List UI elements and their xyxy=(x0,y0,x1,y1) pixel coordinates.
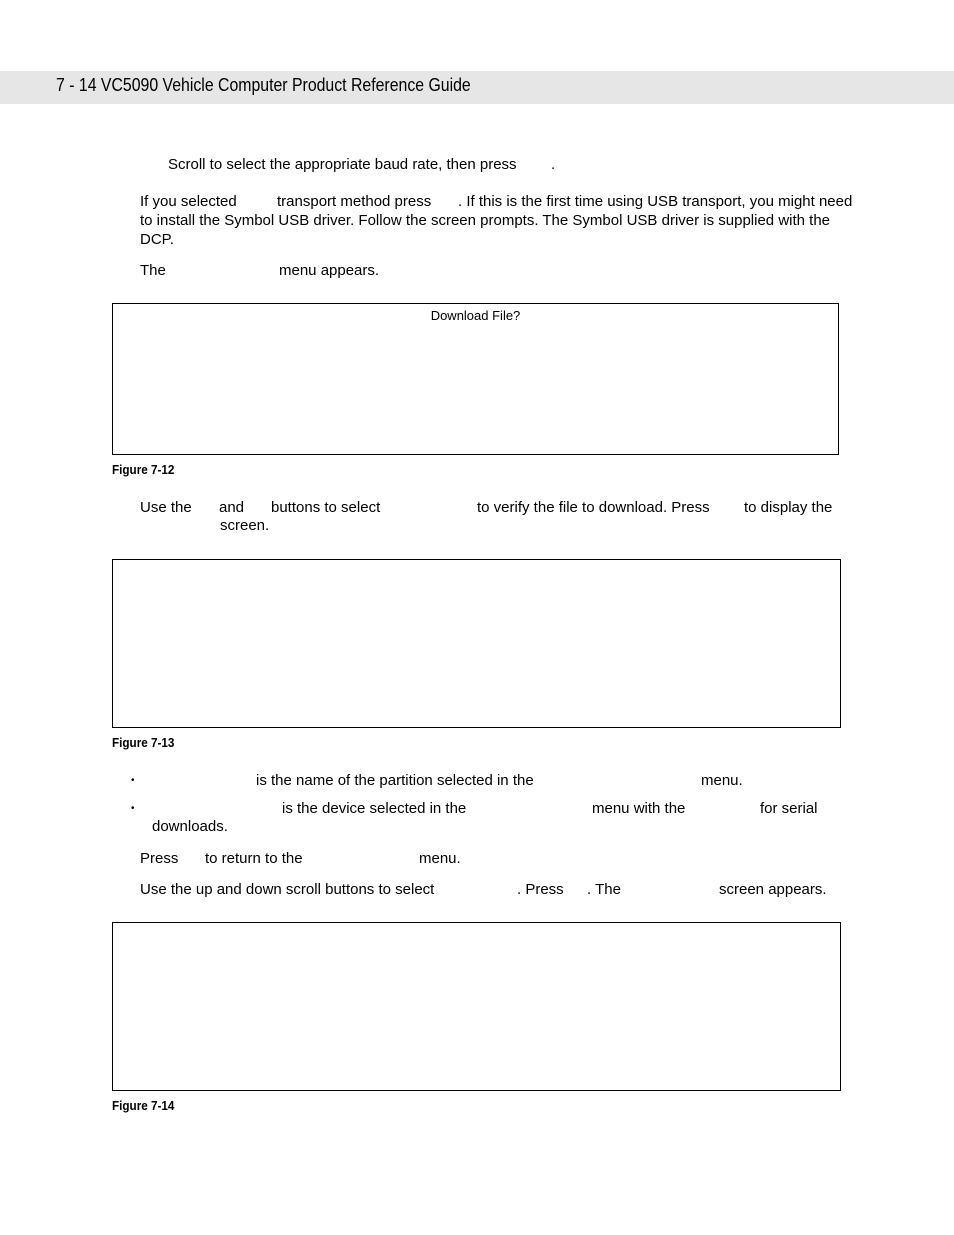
bullet1-part2: menu. xyxy=(701,772,743,789)
step-usb-part1: If you selected xyxy=(140,193,237,210)
step-return-part1: Press xyxy=(140,850,179,867)
figure-7-13-label: Figure 7-13 xyxy=(112,735,175,750)
download-file-prompt: Download File? xyxy=(430,308,521,323)
step-select-line2: screen. xyxy=(220,517,270,534)
step-usb-line2: to install the Symbol USB driver. Follow the screen prompts. The Symbol USB driver is supplied with the xyxy=(140,212,831,229)
bullet-marker-1: • xyxy=(131,775,135,786)
step-scroll-part1: Use the up and down scroll buttons to select xyxy=(140,881,435,898)
step-select-part2: and xyxy=(219,499,245,516)
bullet1-part1: is the name of the partition selected in the xyxy=(256,772,534,789)
step-select-part3: buttons to select xyxy=(271,499,381,516)
figure-7-12-screen xyxy=(112,303,839,455)
step-scroll-part3: . The xyxy=(587,881,621,898)
figure-7-14-label: Figure 7-14 xyxy=(112,1098,175,1113)
step-usb-line3: DCP. xyxy=(140,231,174,248)
bullet-marker-2: • xyxy=(131,803,135,814)
figure-7-12-label: Figure 7-12 xyxy=(112,462,175,477)
step-scroll-part4: screen appears. xyxy=(719,881,827,898)
step-select-part4: to verify the file to download. Press xyxy=(477,499,710,516)
step-menu-part2: menu appears. xyxy=(279,262,380,279)
bullet2-part1: is the device selected in the xyxy=(282,800,467,817)
bullet2-line2: downloads. xyxy=(152,818,228,835)
step-scroll-part2: . Press xyxy=(517,881,564,898)
step-baud-end: . xyxy=(551,156,556,173)
step-return-part2: to return to the xyxy=(205,850,303,867)
step-select-part5: to display the xyxy=(744,499,833,516)
step-menu-part1: The xyxy=(140,262,166,279)
figure-7-13-screen xyxy=(112,559,841,728)
page-header-title: 7 - 14 VC5090 Vehicle Computer Product Reference Guide xyxy=(56,75,471,95)
bullet2-part3: for serial xyxy=(760,800,818,817)
step-usb-part2: transport method press xyxy=(277,193,432,210)
figure-7-14-screen xyxy=(112,922,841,1091)
step-usb-part3: . If this is the first time using USB transport, you might need xyxy=(458,193,853,210)
step-baud-text: Scroll to select the appropriate baud rate, then press xyxy=(168,156,517,173)
bullet2-part2: menu with the xyxy=(592,800,686,817)
step-select-part1: Use the xyxy=(140,499,192,516)
step-return-part3: menu. xyxy=(419,850,461,867)
